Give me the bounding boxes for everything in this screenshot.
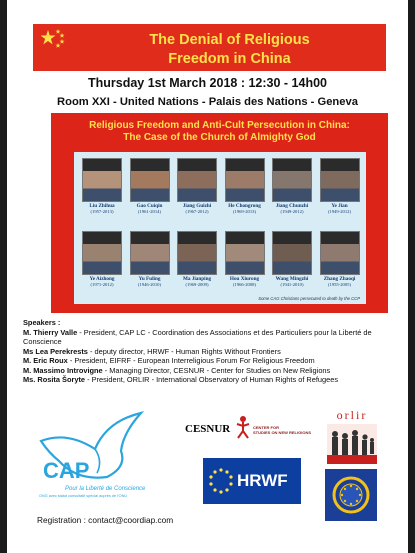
event-title-line-2: Freedom in China bbox=[168, 51, 291, 67]
speaker-role: - President, CAP LC - Coordination des Associations et des Particuliers pour la Liberté de Conscience bbox=[23, 327, 372, 346]
victim-years: (1961-2014) bbox=[138, 209, 161, 214]
portrait-photo bbox=[272, 158, 312, 202]
cesnur-logo bbox=[185, 415, 313, 441]
panel-title-line-2: The Case of the Church of Almighty God bbox=[123, 132, 316, 143]
speaker-name: Ms Lea Perekrests bbox=[23, 346, 88, 356]
victim-portrait bbox=[175, 158, 219, 214]
victim-name: Wang Mingzhi bbox=[275, 276, 309, 282]
event-date-time: Thursday 1st March 2018 : 12:30 - 14h00 bbox=[87, 76, 327, 90]
portrait-photo bbox=[225, 158, 265, 202]
victim-years: (1966-2008) bbox=[233, 282, 256, 287]
victim-portrait bbox=[270, 231, 314, 287]
victim-years: (1949-2012) bbox=[328, 209, 351, 214]
speakers-header: Speakers : bbox=[23, 318, 61, 327]
victim-portrait bbox=[318, 231, 362, 287]
victim-years: (1969-2009) bbox=[185, 282, 209, 287]
speaker-entry bbox=[23, 366, 403, 376]
portrait-photo bbox=[177, 231, 217, 275]
victim-years: (1969-2013) bbox=[233, 209, 256, 214]
victim-years: (1971-2012) bbox=[90, 282, 114, 287]
victim-portrait bbox=[128, 231, 172, 287]
victim-years: (1949-2012) bbox=[280, 209, 304, 214]
cesnur-logo-name: CESNUR bbox=[185, 423, 231, 435]
portrait-photo bbox=[225, 231, 265, 275]
victim-name: Ma Jianping bbox=[182, 276, 212, 282]
victim-portrait bbox=[175, 231, 219, 287]
victim-portrait bbox=[128, 158, 172, 214]
victim-years: (1957-2013) bbox=[90, 209, 114, 214]
victim-name: He Chongrong bbox=[228, 203, 261, 209]
victim-name: Liu Zhihua bbox=[89, 203, 115, 209]
victim-portrait bbox=[270, 158, 314, 214]
victim-name: Jiang Chunzhi bbox=[275, 203, 309, 209]
panel-title-line-1: Religious Freedom and Anti-Cult Persecution in China: bbox=[89, 120, 350, 131]
victim-name: Ye Jian bbox=[331, 203, 348, 209]
hrwf-logo bbox=[203, 458, 301, 504]
orlir-logo bbox=[325, 408, 379, 464]
refugees-figures-icon bbox=[327, 424, 377, 464]
victim-portrait bbox=[223, 158, 267, 214]
eifrf-emblem-icon bbox=[325, 469, 377, 521]
registration-contact: Registration : contact@coordiap.com bbox=[37, 515, 174, 525]
cap-logo-tagline: ONG avec statut consultatif spécial auprès de l'ONU bbox=[39, 494, 128, 498]
portrait-photo bbox=[177, 158, 217, 202]
victim-name: Gao Cuiqin bbox=[136, 203, 163, 209]
speaker-entry bbox=[23, 328, 403, 347]
speaker-entry bbox=[23, 356, 403, 366]
china-flag-stars-icon bbox=[41, 28, 71, 54]
victim-portrait bbox=[80, 158, 124, 214]
cap-logo-subtitle: Pour la Liberté de Conscience bbox=[65, 486, 146, 492]
cesnur-figure-icon bbox=[235, 415, 251, 439]
persecution-panel bbox=[51, 113, 388, 313]
event-location: Room XXI - United Nations - Palais des Nations - Geneva bbox=[57, 96, 358, 108]
speaker-role: - President, EIFRF - European Interreligious Forum For Religious Freedom bbox=[67, 356, 315, 365]
cesnur-logo-subtitle: CENTER FOR STUDIES ON NEW RELIGIONS bbox=[253, 425, 312, 435]
victim-name: Zhang Zhaoqi bbox=[323, 276, 356, 282]
speakers-section bbox=[23, 318, 403, 385]
portrait-photo bbox=[82, 158, 122, 202]
eu-stars-circle-icon bbox=[208, 467, 234, 495]
portrait-photo bbox=[130, 231, 170, 275]
victim-years: (1955-2005) bbox=[328, 282, 351, 287]
victim-years: (1967-2012) bbox=[185, 209, 209, 214]
speaker-entry bbox=[23, 375, 403, 385]
victim-name: Jiang Guizhi bbox=[182, 203, 212, 209]
portrait-photo bbox=[272, 231, 312, 275]
speaker-role: - deputy director, HRWF - Human Rights Without Frontiers bbox=[87, 346, 281, 356]
speaker-name: M. Thierry Valle bbox=[23, 327, 78, 337]
speaker-name: M. Massimo Introvigne bbox=[23, 365, 103, 375]
portrait-photo bbox=[320, 158, 360, 202]
hrwf-logo-name: HRWF bbox=[237, 471, 288, 490]
grid-caption: Some CAG Christians persecuted to death by the CCP bbox=[258, 296, 360, 301]
cap-logo-name: CAP bbox=[43, 458, 90, 483]
speaker-entry bbox=[23, 347, 403, 357]
orlir-logo-name: orlir bbox=[336, 408, 368, 422]
victim-years: (1946-2010) bbox=[138, 282, 161, 287]
portrait-photo bbox=[130, 158, 170, 202]
victim-name: Hou Xiurong bbox=[229, 276, 260, 282]
victim-name: Yu Fuling bbox=[138, 276, 161, 282]
title-banner bbox=[33, 24, 386, 71]
speaker-role: - Managing Director, CESNUR - Center for Studies on New Religions bbox=[102, 365, 331, 375]
victim-name: Ye Aizhong bbox=[89, 276, 115, 282]
flyer-page bbox=[7, 0, 408, 553]
portrait-photo bbox=[320, 231, 360, 275]
victim-years: (1941-2010) bbox=[280, 282, 304, 287]
speaker-role: - President, ORLIR - International Observatory of Human Rights of Refugees bbox=[85, 375, 339, 384]
speaker-name: M. Eric Roux bbox=[23, 356, 68, 365]
speaker-name: Ms. Rosita Šoryte bbox=[23, 375, 86, 384]
victim-portrait bbox=[223, 231, 267, 287]
portrait-photo bbox=[82, 231, 122, 275]
victims-photo-grid bbox=[74, 152, 366, 304]
event-title-line-1: The Denial of Religious bbox=[149, 32, 310, 48]
victim-portrait bbox=[318, 158, 362, 214]
victim-portrait bbox=[80, 231, 124, 287]
